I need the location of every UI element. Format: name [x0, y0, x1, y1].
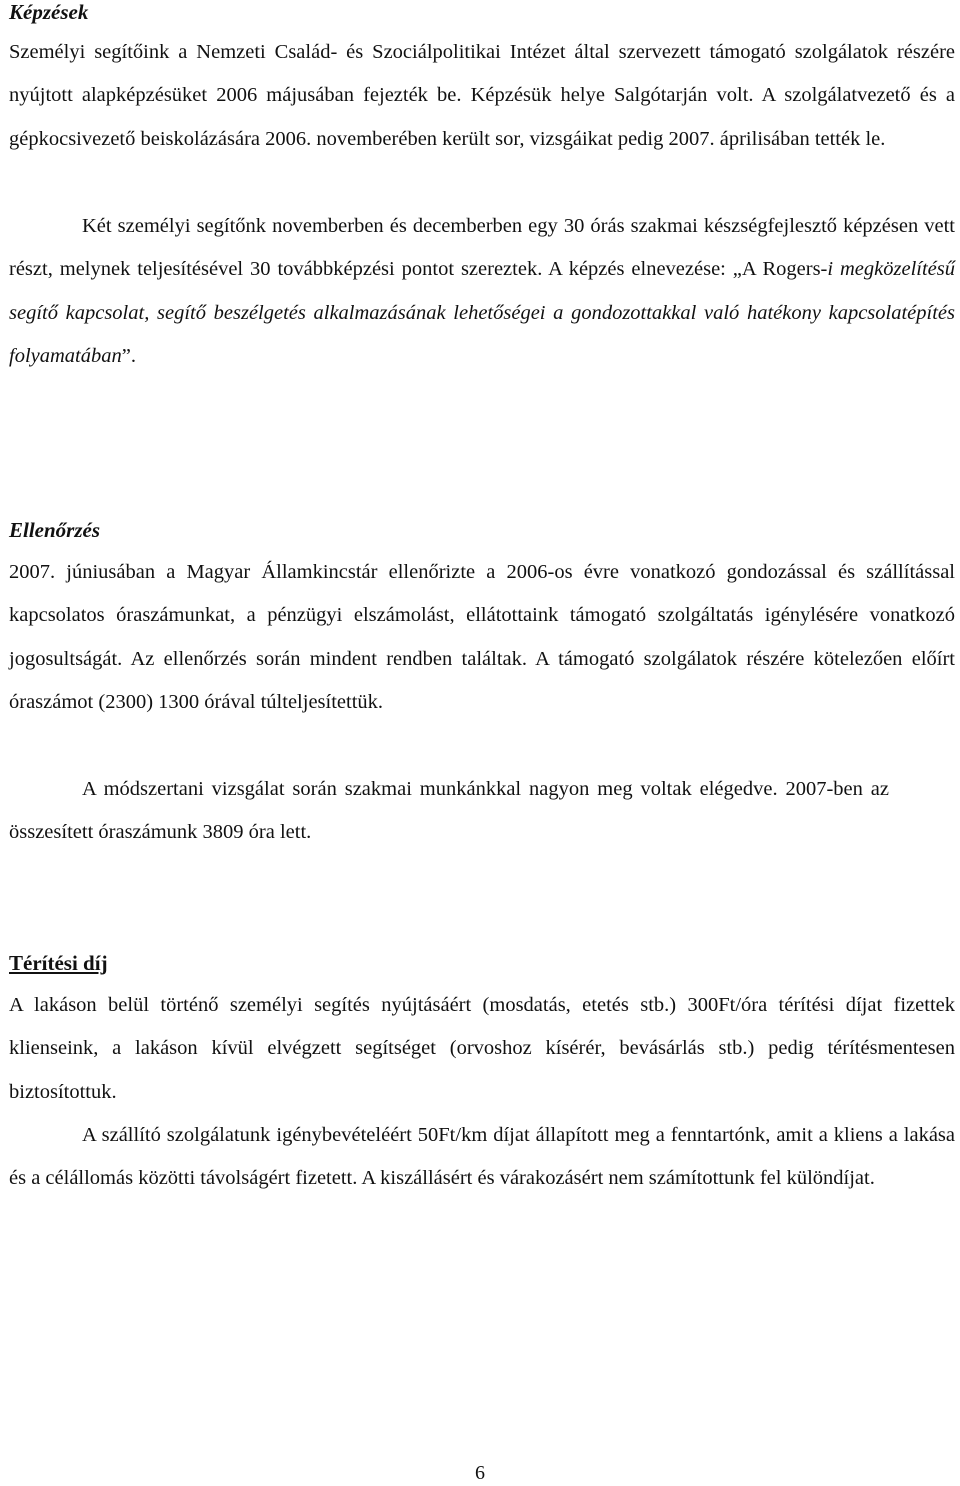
kepzesek-p2-end: ”.: [121, 344, 136, 367]
ellenorzes-paragraph-1: 2007. júniusában a Magyar Államkincstár ellenőrizte a 2006-os évre vonatkozó gondozással és szállítással kapcsolatos óraszámunkat, a pénzügyi elszámolást, ellátottaink támogató szolgáltatás igénylésére vonatkozó jogosultságát. Az ellenőrzés során mindent rendben találtak. A támogató szolgálatok részére kötelezően előírt óraszámot (2300) 1300 órával túlteljesítettük.: [9, 561, 955, 713]
kepzesek-paragraph-2: [9, 205, 955, 378]
teritesi-dij-paragraph-2: A szállító szolgálatunk igénybevételéért 50Ft/km díjat állapított meg a fenntartónk, amit a kliens a lakása és a célállomás közötti távolságért fizetett. A kiszállásért és várakozásért nem számítottunk fel különdíjat.: [9, 1124, 955, 1190]
section-title-teritesi-dij: Térítési díj: [9, 951, 108, 975]
ellenorzes-paragraph-2: A módszertani vizsgálat során szakmai munkánkkal nagyon meg voltak elégedve. 2007-ben az összesített óraszámunk 3809 óra lett.: [9, 778, 889, 844]
training-title-italic: i megközelítésű segítő kapcsolat, segítő beszélgetés alkalmazásának lehetőségei a gondozottakkal való hatékony kapcsolatépítés folyamatában: [9, 258, 955, 367]
section-title-kepzesek: Képzések: [9, 0, 89, 24]
kepzesek-paragraph-1: Személyi segítőink a Nemzeti Család- és Szociálpolitikai Intézet által szervezett támogató szolgálatok részére nyújtott alapképzésüket 2006 májusában fejezték be. Képzésük helye Salgótarján volt. A szolgálatvezető és a gépkocsivezető beiskolázására 2006. novemberében került sor, vizsgáikat pedig 2007. áprilisában tették le.: [9, 41, 955, 150]
kepzesek-p2-text: Két személyi segítőnk novemberben és decemberben egy 30 órás szakmai készségfejlesztő képzésen vett részt, melynek teljesítésével 30 továbbképzési pontot szereztek. A képzés elnevezése: „A Rogers-: [9, 215, 955, 281]
section-title-ellenorzes: Ellenőrzés: [9, 518, 101, 542]
page-number: 6: [475, 1462, 485, 1484]
teritesi-dij-paragraph-1: A lakáson belül történő személyi segítés nyújtásáért (mosdatás, etetés stb.) 300Ft/óra térítési díjat fizettek klienseink, a lakáson kívül elvégzett segítséget (orvoshoz kísérér, bevásárlás stb.) pedig térítésmentesen biztosítottuk.: [9, 994, 955, 1103]
